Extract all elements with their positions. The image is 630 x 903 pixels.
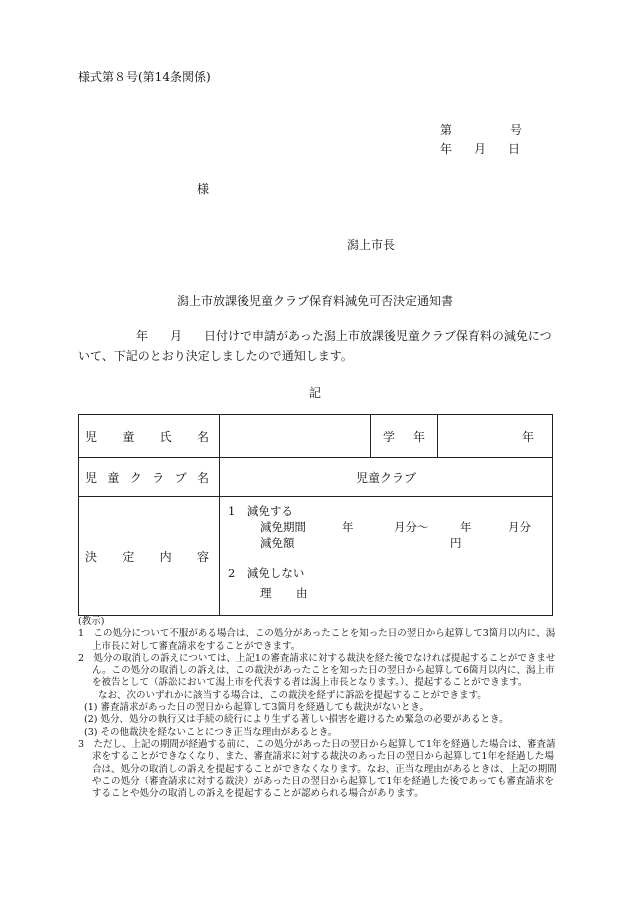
note-2: 2 処分の取消しの訴えについては、上記1の審査請求に対する裁決を経た後でなければ提起することができません。この処分の取消しの訴えは、この裁決があったことを知った日の翌日から起算して6箇月以内に、潟上市を被告として（訴訟において潟上市を代表する者は潟上市長となります。）、提起することができます。 [78,652,556,689]
date-day: 日 [508,142,521,156]
reason-label-ri: 理 [260,586,272,600]
option-no-reduce[interactable]: 2 減免しない [228,566,305,580]
option-reduce[interactable]: 1 減免する [228,504,293,518]
child-name-field[interactable] [220,415,371,458]
decision-label: 決 定 内 容 [79,497,220,616]
intro-paragraph [78,326,553,366]
document-number-line [440,121,522,138]
period-year-1: 年 [342,520,354,534]
decision-table [78,414,553,616]
intro-month: 月 [170,329,183,343]
number-go: 号 [510,123,523,137]
note-2-addendum: なお、次のいずれかに該当する場合は、この裁決を経ずに訴訟を提起することができます。 [98,689,487,701]
period-label: 減免期間 [260,520,306,534]
date-line [440,140,520,157]
period-month-2: 月分 [508,520,531,534]
note-sub-1: (1) 審査請求があった日の翌日から起算して3箇月を経過しても裁決がないとき。 [84,702,430,714]
note-3: 3 ただし、上記の期間が経過する前に、この処分があった日の翌日から起算して1年を経過した場合は、審査請求をすることができなくなり、また、審査請求に対する裁決のあった日の翌日から起算して1年を経過した場合は、処分の取消しの訴えを提起することができなくなります。なお、正当な理由があるときは、上記の期間やこの処分（審査請求に対する裁決）があった日の翌日から起算して1年を経過した後であっても審査請求をすることや処分の取消しの訴えを提起することが認められる場合があります。 [78,738,557,800]
decision-row [79,497,553,616]
grade-field[interactable]: 年 [438,415,553,458]
note-1: 1 この処分について不服がある場合は、この処分があったことを知った日の翌日から起算して3箇月以内に、潟上市長に対して審査請求をすることができます。 [78,628,556,652]
decision-content [220,497,553,616]
period-year-2: 年 [460,520,472,534]
club-field[interactable]: 児童クラブ [220,458,553,497]
sender: 潟上市長 [347,238,396,252]
number-dai: 第 [440,123,453,137]
child-name-row [79,415,553,458]
note-sub-3: (3) その他裁決を経ないことにつき正当な理由があるとき。 [84,726,338,738]
document-title: 潟上市放課後児童クラブ保育料減免可否決定通知書 [176,294,453,308]
form-number: 様式第８号(第14条関係) [78,70,211,84]
club-label: 児 童 ク ラ ブ 名 [79,458,220,497]
ki-heading: 記 [308,386,321,400]
reason-label-yu: 由 [296,586,308,600]
period-month-1: 月分～ [394,520,429,534]
note-sub-2: (2) 処分、処分の執行又は手続の続行により生ずる著しい損害を避けるため緊急の必要があるとき。 [84,714,509,726]
instructions-notes [78,616,558,800]
amount-unit: 円 [450,536,462,550]
intro-text: 日付けで申請があった潟上市放課後児童クラブ保育料の減免について、下記のとおり決定しましたので通知します。 [78,329,552,363]
child-name-label: 児 童 氏 名 [79,415,220,458]
club-row [79,458,553,497]
intro-year: 年 [136,329,149,343]
notes-heading: (教示) [78,616,105,627]
grade-label: 学 年 [371,415,438,458]
date-month: 月 [474,142,487,156]
addressee-suffix: 様 [197,182,210,196]
date-year: 年 [440,142,453,156]
amount-label: 減免額 [260,536,295,550]
